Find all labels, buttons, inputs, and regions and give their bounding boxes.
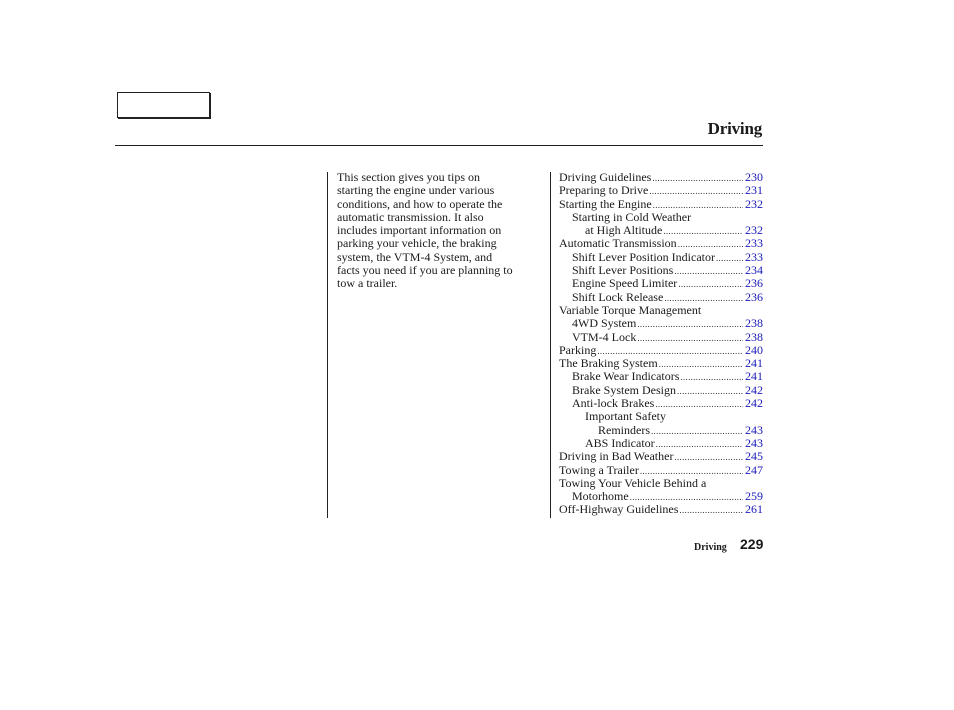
intro-line: parking your vehicle, the braking bbox=[337, 236, 497, 251]
toc-leader-dots bbox=[652, 172, 743, 185]
toc-entry[interactable] bbox=[559, 317, 763, 330]
toc-page-link[interactable]: 243 bbox=[745, 422, 763, 437]
toc-leader-dots bbox=[679, 504, 743, 517]
toc-leader-dots bbox=[651, 425, 743, 438]
page-number: 229 bbox=[740, 536, 764, 552]
intro-line: system, the VTM-4 System, and bbox=[337, 249, 493, 264]
toc-page-link[interactable]: 233 bbox=[745, 249, 763, 264]
toc-entry-label: Driving Guidelines bbox=[559, 170, 652, 184]
toc-entry[interactable] bbox=[559, 184, 763, 197]
footer-section-label: Driving bbox=[694, 542, 727, 553]
table-of-contents bbox=[559, 171, 763, 517]
toc-entry-label: Motorhome bbox=[572, 489, 629, 504]
toc-leader-dots bbox=[637, 318, 743, 331]
right-column-rule bbox=[550, 172, 551, 518]
toc-leader-dots bbox=[680, 371, 743, 384]
toc-entry[interactable] bbox=[559, 264, 763, 277]
toc-entry-label: Brake Wear Indicators bbox=[572, 369, 680, 384]
toc-entry-label: Reminders bbox=[598, 422, 650, 437]
intro-line: conditions, and how to operate the bbox=[337, 196, 503, 211]
toc-entry-label: at High Altitude bbox=[585, 223, 663, 238]
toc-leader-dots bbox=[674, 451, 743, 464]
toc-entry-label: Engine Speed Limiter bbox=[572, 276, 678, 291]
intro-text bbox=[337, 171, 542, 291]
toc-page-link[interactable]: 261 bbox=[745, 502, 763, 517]
toc-leader-dots bbox=[649, 185, 743, 198]
toc-entry[interactable] bbox=[559, 237, 763, 250]
intro-line: tow a trailer. bbox=[337, 276, 398, 291]
toc-entry[interactable] bbox=[559, 437, 763, 450]
toc-entry-label: Towing Your Vehicle Behind a bbox=[559, 475, 707, 490]
toc-page-link[interactable]: 238 bbox=[745, 329, 763, 344]
toc-page-link[interactable]: 232 bbox=[745, 223, 763, 238]
toc-entry[interactable] bbox=[559, 357, 763, 370]
toc-leader-dots bbox=[677, 385, 743, 398]
intro-line: starting the engine under various bbox=[337, 183, 495, 198]
toc-entry-label: ABS Indicator bbox=[585, 435, 655, 450]
page-title: Driving bbox=[707, 119, 762, 138]
toc-leader-dots bbox=[716, 252, 743, 265]
toc-entry-label: Shift Lever Position Indicator bbox=[572, 249, 715, 264]
toc-entry-label: Shift Lever Positions bbox=[572, 263, 674, 278]
toc-entry bbox=[559, 477, 763, 490]
toc-entry-label: Preparing to Drive bbox=[559, 183, 649, 198]
toc-page-link[interactable]: 240 bbox=[745, 342, 763, 357]
toc-entry-label: Automatic Transmission bbox=[559, 236, 677, 251]
toc-entry-label: The Braking System bbox=[559, 356, 658, 371]
toc-entry-label: Starting the Engine bbox=[559, 196, 652, 211]
toc-entry bbox=[559, 304, 763, 317]
toc-page-link[interactable]: 234 bbox=[745, 263, 763, 278]
toc-entry[interactable] bbox=[559, 503, 763, 516]
toc-entry[interactable] bbox=[559, 384, 763, 397]
toc-entry-label: Towing a Trailer bbox=[559, 462, 639, 477]
toc-leader-dots bbox=[678, 278, 743, 291]
toc-entry bbox=[559, 211, 763, 224]
toc-page-link[interactable]: 241 bbox=[745, 369, 763, 384]
toc-entry-label: Starting in Cold Weather bbox=[572, 209, 692, 224]
toc-entry-label: Shift Lock Release bbox=[572, 289, 664, 304]
toc-page-link[interactable]: 242 bbox=[745, 396, 763, 411]
section-tab-box bbox=[117, 92, 210, 118]
toc-entry[interactable] bbox=[559, 224, 763, 237]
toc-page-link[interactable]: 230 bbox=[745, 170, 763, 184]
toc-entry-label: Important Safety bbox=[585, 409, 666, 424]
toc-entry[interactable] bbox=[559, 397, 763, 410]
toc-page-link[interactable]: 242 bbox=[745, 382, 763, 397]
toc-page-link[interactable]: 231 bbox=[745, 183, 763, 198]
toc-page-link[interactable]: 245 bbox=[745, 449, 763, 464]
toc-entry[interactable] bbox=[559, 331, 763, 344]
toc-entry[interactable] bbox=[559, 464, 763, 477]
toc-entry[interactable] bbox=[559, 291, 763, 304]
toc-leader-dots bbox=[655, 398, 743, 411]
intro-line: includes important information on bbox=[337, 223, 502, 238]
toc-entry[interactable] bbox=[559, 490, 763, 503]
toc-entry-label: VTM-4 Lock bbox=[572, 329, 637, 344]
toc-entry-label: Brake System Design bbox=[572, 382, 676, 397]
toc-page-link[interactable]: 236 bbox=[745, 289, 763, 304]
intro-line: facts you need if you are planning to bbox=[337, 263, 513, 278]
toc-entry-label: Off-Highway Guidelines bbox=[559, 502, 679, 517]
left-column-rule bbox=[327, 172, 328, 518]
toc-page-link[interactable]: 233 bbox=[745, 236, 763, 251]
toc-entry-label: Anti-lock Brakes bbox=[572, 396, 655, 411]
toc-entry[interactable] bbox=[559, 171, 763, 184]
toc-page-link[interactable]: 259 bbox=[745, 489, 763, 504]
toc-entry-label: Variable Torque Management bbox=[559, 302, 702, 317]
header-divider bbox=[115, 145, 763, 146]
toc-leader-dots bbox=[674, 265, 743, 278]
toc-page-link[interactable]: 241 bbox=[745, 356, 763, 371]
toc-entry-label: 4WD System bbox=[572, 316, 637, 331]
toc-page-link[interactable]: 232 bbox=[745, 196, 763, 211]
toc-page-link[interactable]: 238 bbox=[745, 316, 763, 331]
toc-entry[interactable] bbox=[559, 277, 763, 290]
toc-entry-label: Driving in Bad Weather bbox=[559, 449, 674, 464]
toc-entry[interactable] bbox=[559, 251, 763, 264]
toc-entry[interactable] bbox=[559, 198, 763, 211]
intro-line: This section gives you tips on bbox=[337, 170, 480, 184]
toc-leader-dots bbox=[637, 332, 743, 345]
toc-entry[interactable] bbox=[559, 424, 763, 437]
toc-entry-label: Parking bbox=[559, 342, 597, 357]
toc-page-link[interactable]: 247 bbox=[745, 462, 763, 477]
toc-entry[interactable] bbox=[559, 344, 763, 357]
toc-entry bbox=[559, 410, 763, 423]
toc-entry[interactable] bbox=[559, 370, 763, 383]
toc-page-link[interactable]: 243 bbox=[745, 435, 763, 450]
toc-entry[interactable] bbox=[559, 450, 763, 463]
intro-line: automatic transmission. It also bbox=[337, 209, 484, 224]
toc-page-link[interactable]: 236 bbox=[745, 276, 763, 291]
